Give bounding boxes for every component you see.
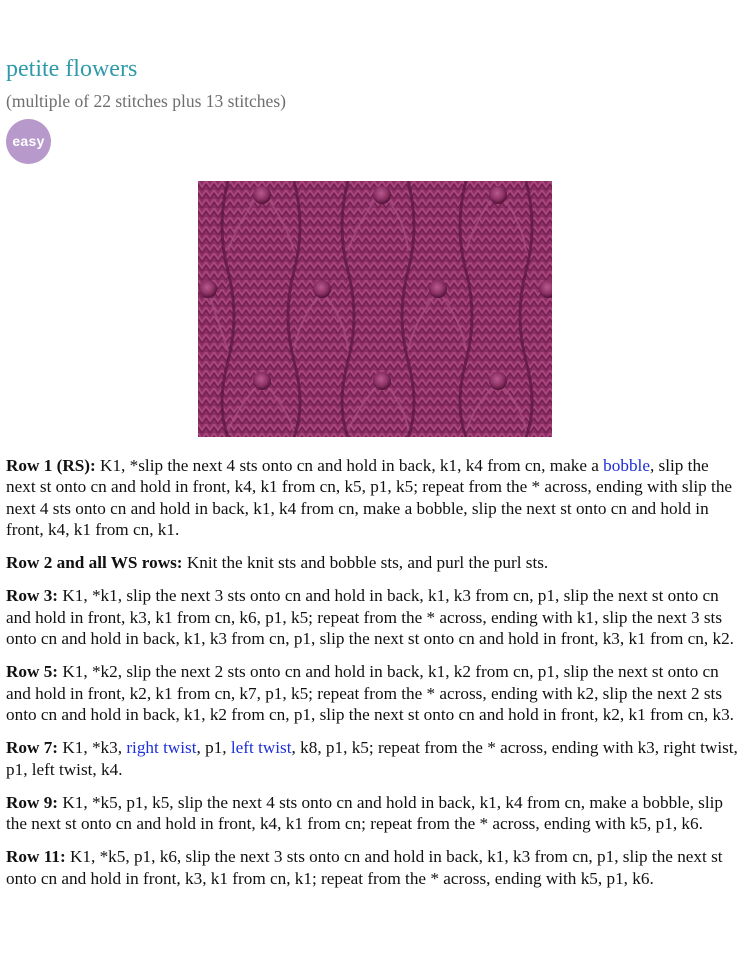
right-twist-link[interactable]: right twist xyxy=(126,738,197,758)
row-11-text: K1, *k5, p1, k6, slip the next 3 sts onto cn and hold in back, k1, k3 from cn, p1, slip the next st onto cn and hold in front, k3, k1 from cn, k1; repeat from the * across, ending with k5, p1, k6. xyxy=(6,847,723,888)
row-7-instruction xyxy=(6,737,740,780)
stitch-multiple-note: (multiple of 22 stitches plus 13 stitches) xyxy=(6,91,286,111)
knit-swatch-image xyxy=(198,181,552,437)
difficulty-badge: easy xyxy=(6,119,51,164)
page-title: petite flowers xyxy=(6,56,138,82)
row-2-text: Knit the knit sts and bobble sts, and purl the purl sts. xyxy=(182,553,549,573)
swatch-photo xyxy=(198,181,552,437)
row-7-text-a: K1, *k3, xyxy=(58,738,127,758)
row-1-label: Row 1 (RS): xyxy=(6,456,96,475)
row-3-instruction xyxy=(6,585,740,649)
row-7-text-b: , p1, xyxy=(196,738,231,758)
row-5-label: Row 5: xyxy=(6,662,59,682)
row-1-instruction xyxy=(6,455,740,540)
row-11-instruction xyxy=(6,846,740,889)
pattern-instructions xyxy=(6,455,740,901)
row-7-text-c: , k8, p1, k5; repeat from the * across, ending with k3, right twist, p1, left twist, k4. xyxy=(6,738,738,779)
bobble-link[interactable]: bobble xyxy=(603,456,650,475)
row-1-text-b: , slip the next st onto cn and hold in front, k4, k1 from cn, k5, p1, k5; repeat from the * across, ending with slip the next 4 sts onto cn and hold in back, k1, k4 from cn, make a bobble, slip the next st onto cn and hold in front, k4, k1 from cn, k1. xyxy=(6,456,733,539)
row-2-label: Row 2 and all WS rows: xyxy=(6,553,183,573)
row-9-instruction xyxy=(6,792,740,835)
row-9-label: Row 9: xyxy=(6,792,59,812)
row-3-text: K1, *k1, slip the next 3 sts onto cn and hold in back, k1, k3 from cn, p1, slip the next st onto cn and hold in front, k3, k1 from cn, k6, p1, k5; repeat from the * across, ending with k1, slip the next 3 sts onto cn and hold in back, k1, k3 from cn, p1, slip the next st onto cn and hold in front, k3, k1 from cn, k2. xyxy=(6,586,734,649)
row-3-label: Row 3: xyxy=(6,586,59,606)
left-twist-link[interactable]: left twist xyxy=(230,738,292,758)
row-9-text: K1, *k5, p1, k5, slip the next 4 sts onto cn and hold in back, k1, k4 from cn, make a bobble, slip the next st onto cn and hold in front, k4, k1 from cn; repeat from the * across, ending with k5, p1, k6. xyxy=(6,792,724,834)
row-5-text: K1, *k2, slip the next 2 sts onto cn and hold in back, k1, k2 from cn, p1, slip the next st onto cn and hold in front, k2, k1 from cn, k7, p1, k5; repeat from the * across, ending with k2, slip the next 2 sts onto cn and hold in back, k1, k2 from cn, p1, slip the next st onto cn and hold in front, k2, k1 from cn, k3. xyxy=(6,662,734,724)
row-1-text-a: K1, *slip the next 4 sts onto cn and hold in back, k1, k4 from cn, make a xyxy=(95,456,604,475)
row-2-instruction xyxy=(6,552,740,573)
row-11-label: Row 11: xyxy=(6,847,66,867)
row-7-label: Row 7: xyxy=(6,738,59,758)
row-5-instruction xyxy=(6,661,740,725)
